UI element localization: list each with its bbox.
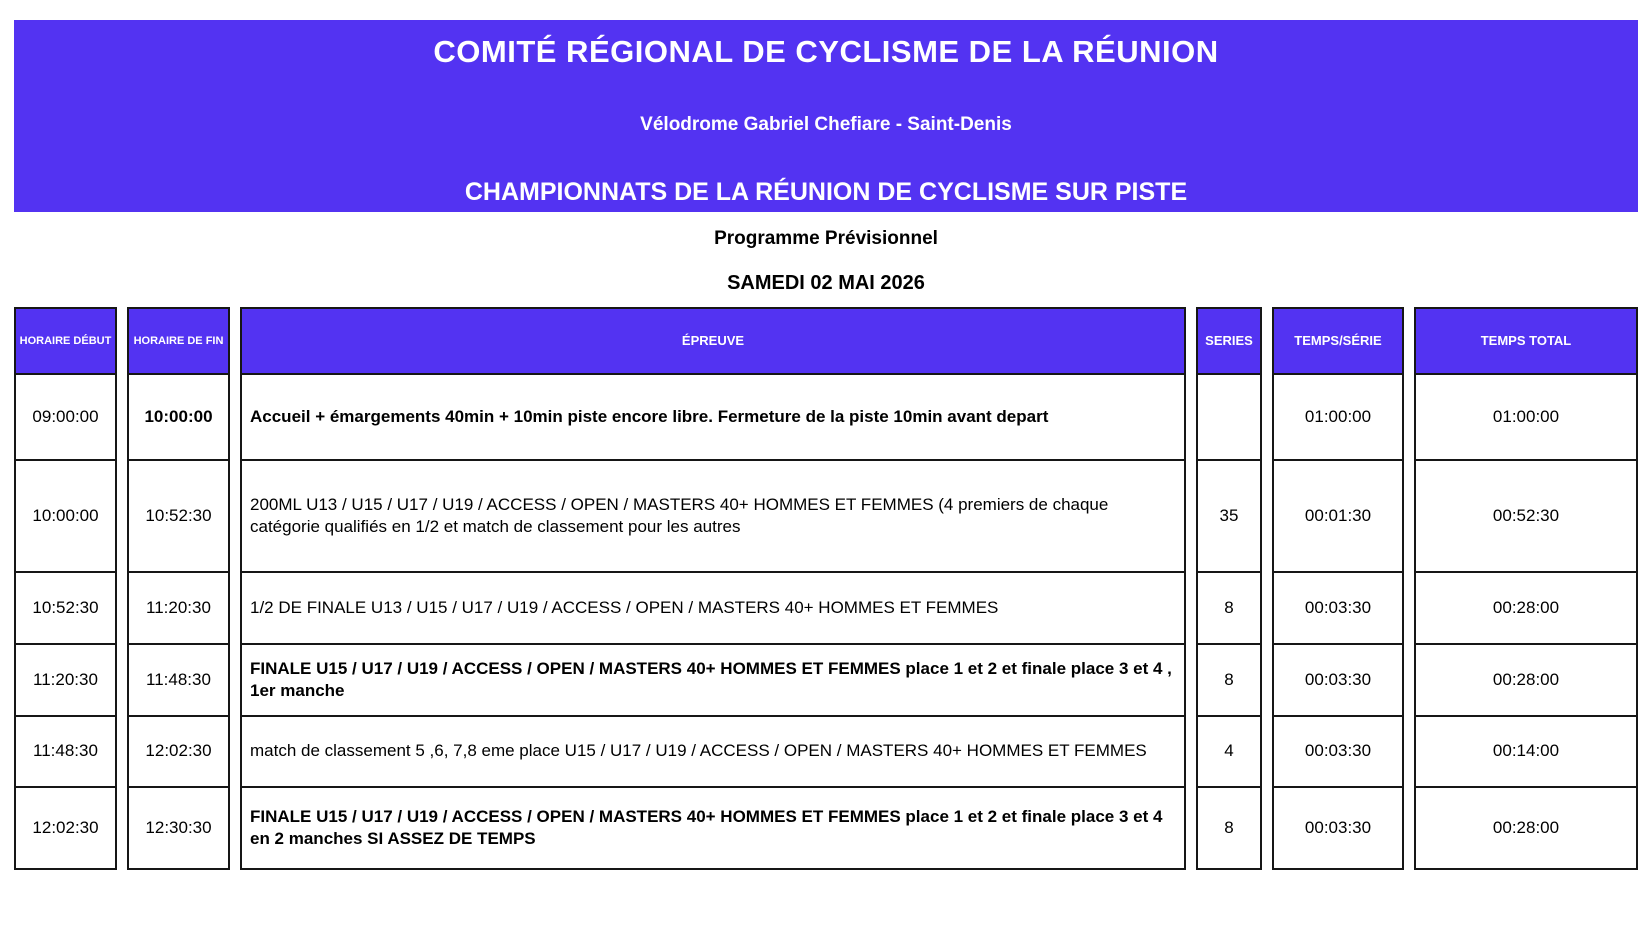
cell-start-time: 10:52:30 [14, 573, 117, 645]
cell-time-per-series: 00:03:30 [1272, 573, 1404, 645]
cell-time-per-series: 00:03:30 [1272, 645, 1404, 717]
column-header-horaire-debut: HORAIRE DÉBUT [14, 307, 117, 375]
cell-time-per-series: 01:00:00 [1272, 375, 1404, 461]
cell-total-time: 00:28:00 [1414, 788, 1638, 870]
cell-time-per-series: 00:01:30 [1272, 461, 1404, 573]
cell-event: FINALE U15 / U17 / U19 / ACCESS / OPEN / MASTERS 40+ HOMMES ET FEMMES place 1 et 2 et finale place 3 et 4 , 1er manche [240, 645, 1186, 717]
cell-event: match de classement 5 ,6, 7,8 eme place U15 / U17 / U19 / ACCESS / OPEN / MASTERS 40+ HOMMES ET FEMMES [240, 717, 1186, 788]
cell-event: FINALE U15 / U17 / U19 / ACCESS / OPEN / MASTERS 40+ HOMMES ET FEMMES place 1 et 2 et finale place 3 et 4 en 2 manches SI ASSEZ DE TEMPS [240, 788, 1186, 870]
committee-title: COMITÉ RÉGIONAL DE CYCLISME DE LA RÉUNION [433, 34, 1219, 69]
cell-series: 8 [1196, 573, 1262, 645]
column-header-temps-serie: TEMPS/SÉRIE [1272, 307, 1404, 375]
cell-start-time: 11:48:30 [14, 717, 117, 788]
header-banner [14, 20, 1638, 212]
cell-total-time: 00:28:00 [1414, 645, 1638, 717]
cell-series: 8 [1196, 645, 1262, 717]
cell-series [1196, 375, 1262, 461]
cell-total-time: 00:14:00 [1414, 717, 1638, 788]
cell-end-time: 12:02:30 [127, 717, 230, 788]
cell-start-time: 09:00:00 [14, 375, 117, 461]
cell-total-time: 00:52:30 [1414, 461, 1638, 573]
program-subtitle: Programme Prévisionnel [714, 228, 938, 249]
column-header-horaire-de-fin: HORAIRE DE FIN [127, 307, 230, 375]
cell-event: 200ML U13 / U15 / U17 / U19 / ACCESS / OPEN / MASTERS 40+ HOMMES ET FEMMES (4 premiers de chaque catégorie qualifiés en 1/2 et match de classement pour les autres [240, 461, 1186, 573]
cell-time-per-series: 00:03:30 [1272, 717, 1404, 788]
cell-end-time: 10:52:30 [127, 461, 230, 573]
schedule-table [14, 307, 1638, 870]
column-header-temps-total: TEMPS TOTAL [1414, 307, 1638, 375]
cell-total-time: 01:00:00 [1414, 375, 1638, 461]
cell-end-time: 11:48:30 [127, 645, 230, 717]
cell-start-time: 11:20:30 [14, 645, 117, 717]
cell-end-time: 10:00:00 [127, 375, 230, 461]
cell-time-per-series: 00:03:30 [1272, 788, 1404, 870]
column-header-series: SERIES [1196, 307, 1262, 375]
cell-series: 35 [1196, 461, 1262, 573]
cell-series: 4 [1196, 717, 1262, 788]
cell-event: Accueil + émargements 40min + 10min piste encore libre. Fermeture de la piste 10min avant depart [240, 375, 1186, 461]
cell-start-time: 10:00:00 [14, 461, 117, 573]
venue-subtitle: Vélodrome Gabriel Chefiare - Saint-Denis [640, 114, 1012, 135]
cell-series: 8 [1196, 788, 1262, 870]
cell-end-time: 11:20:30 [127, 573, 230, 645]
cell-total-time: 00:28:00 [1414, 573, 1638, 645]
cell-end-time: 12:30:30 [127, 788, 230, 870]
cell-start-time: 12:02:30 [14, 788, 117, 870]
date-heading: SAMEDI 02 MAI 2026 [727, 272, 925, 294]
event-title: CHAMPIONNATS DE LA RÉUNION DE CYCLISME SUR PISTE [464, 178, 1188, 206]
column-header-epreuve: ÉPREUVE [240, 307, 1186, 375]
cell-event: 1/2 DE FINALE U13 / U15 / U17 / U19 / ACCESS / OPEN / MASTERS 40+ HOMMES ET FEMMES [240, 573, 1186, 645]
